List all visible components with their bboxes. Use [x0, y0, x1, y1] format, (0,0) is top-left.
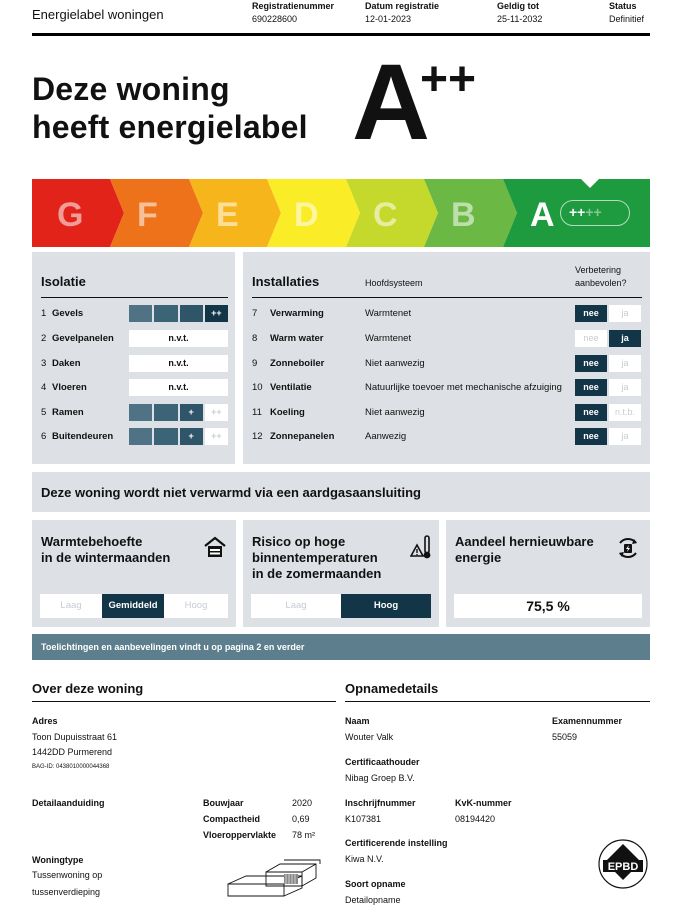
toelichting-banner: Toelichtingen en aanbevelingen vindt u op pagina 2 en verder — [32, 634, 650, 660]
certificerende-instelling-label: Certificerende instelling — [345, 838, 448, 848]
energy-scale — [32, 179, 650, 247]
bouwjaar-label: Bouwjaar — [203, 798, 244, 808]
verbetering-nee: nee — [575, 305, 607, 322]
certificaathouder-value: Nibag Groep B.V. — [345, 773, 415, 783]
geldig-tot-field: Geldig tot 25-11-2032 — [497, 1, 543, 24]
woningtype-line1: Tussenwoning op — [32, 870, 103, 880]
certificaathouder-label: Certificaathouder — [345, 757, 420, 767]
soort-opname-value: Detailopname — [345, 895, 401, 905]
installatie-row: 12 Zonnepanelen Aanwezig — [252, 431, 407, 442]
aplus-indicator: ++++ — [560, 200, 630, 226]
scale-letter-f: F — [137, 196, 158, 234]
verbetering-ja: ja — [609, 428, 641, 445]
woningtype-label: Woningtype — [32, 855, 84, 865]
isolatie-row: 5 Ramen — [41, 407, 84, 418]
examennummer-value: 55059 — [552, 732, 578, 742]
isolatie-row: 4 Vloeren — [41, 382, 87, 393]
isolatie-value-vloeren: n.v.t. — [129, 379, 228, 396]
installatie-row: 9 Zonneboiler Niet aanwezig — [252, 358, 425, 369]
compactheid-value: 0,69 — [292, 814, 310, 824]
verbetering-header: Verbetering aanbevolen? — [575, 265, 627, 288]
energy-label-big: A ++ — [352, 41, 477, 162]
isolatie-row: 3 Daken — [41, 358, 81, 369]
isolatie-divider — [41, 297, 228, 298]
aardgas-notice: Deze woning wordt niet verwarmd via een aardgasaansluiting — [32, 472, 650, 512]
detailaanduiding-label: Detailaanduiding — [32, 798, 105, 808]
verbetering-nee: nee — [575, 404, 607, 421]
verbetering-ja: ja — [609, 379, 641, 396]
verbetering-nee: nee — [575, 428, 607, 445]
verbetering-ja: ja — [609, 355, 641, 372]
scale-letter-a: A — [530, 196, 555, 234]
risico-hoog: Hoog — [341, 594, 431, 618]
opname-title: Opnamedetails — [345, 681, 439, 696]
house-heat-icon — [203, 536, 227, 558]
scale-letter-b: B — [451, 196, 476, 234]
soort-opname-label: Soort opname — [345, 879, 406, 889]
hoofdsysteem-header: Hoofdsysteem — [365, 278, 423, 288]
adres-line2: 1442DD Purmerend — [32, 747, 113, 757]
warmte-gemiddeld: Gemiddeld — [102, 594, 164, 618]
verbetering-ja: ja — [609, 305, 641, 322]
naam-value: Wouter Valk — [345, 732, 394, 742]
installaties-title: Installaties — [252, 274, 320, 289]
hero-text: Deze woning heeft energielabel — [32, 71, 308, 145]
verbetering-nee: nee — [575, 355, 607, 372]
scale-letter-g: G — [57, 196, 84, 234]
risico-scale — [251, 594, 431, 618]
over-title: Over deze woning — [32, 681, 144, 696]
svg-text:EPBD: EPBD — [607, 861, 639, 873]
thermometer-warning-icon — [410, 534, 432, 560]
status-field: Status Definitief — [609, 1, 645, 24]
vloeroppervlakte-label: Vloeroppervlakte — [203, 830, 277, 840]
vloeroppervlakte-value: 78 m² — [292, 830, 316, 840]
verbetering-ja: ja — [609, 330, 641, 347]
inschrijfnummer-value: K107381 — [345, 814, 382, 824]
verbetering-ntb: n.t.b. — [609, 404, 641, 421]
woningtype-line2: tussenverdieping — [32, 887, 101, 897]
datum-registratie-field: Datum registratie 12-01-2023 — [365, 1, 440, 24]
registratienummer-field: Registratienummer 690228600 — [252, 1, 335, 24]
kvk-value: 08194420 — [455, 814, 496, 824]
woningtype-diagram-icon — [226, 856, 332, 898]
adres-line1: Toon Dupuisstraat 61 — [32, 732, 118, 742]
certificerende-instelling-value: Kiwa N.V. — [345, 854, 384, 864]
installatie-row: 8 Warm water Warmtenet — [252, 333, 412, 344]
adres-label: Adres — [32, 716, 58, 726]
document-title: Energielabel woningen — [32, 7, 164, 22]
scale-pointer-icon — [581, 179, 599, 188]
scale-letter-d: D — [294, 196, 319, 234]
risico-laag: Laag — [251, 594, 341, 618]
over-divider — [32, 701, 336, 702]
scale-letter-e: E — [216, 196, 239, 234]
warmte-hoog: Hoog — [164, 594, 228, 618]
kvk-label: KvK-nummer — [455, 798, 512, 808]
isolatie-bar-gevels: ++ — [129, 305, 228, 322]
isolatie-title: Isolatie — [41, 274, 86, 289]
installatie-row: 7 Verwarming Warmtenet — [252, 308, 412, 319]
examennummer-label: Examennummer — [552, 716, 623, 726]
renewable-energy-icon — [615, 535, 641, 561]
hernieuwbaar-value: 75,5 % — [454, 594, 642, 618]
warmtebehoefte-title: Warmtebehoefte in de wintermaanden — [41, 534, 171, 565]
epbd-logo-icon — [597, 838, 649, 890]
isolatie-row: 6 Buitendeuren — [41, 431, 114, 442]
bag-id: BAG-ID: 0438010000044368 — [32, 764, 110, 770]
inschrijfnummer-label: Inschrijfnummer — [345, 798, 416, 808]
installatie-row: 10 Ventilatie Natuurlijke toevoer met mechanische afzuiging — [252, 382, 562, 393]
isolatie-row: 1 Gevels — [41, 308, 84, 319]
verbetering-nee: nee — [575, 379, 607, 396]
compactheid-label: Compactheid — [203, 814, 261, 824]
warmte-laag: Laag — [40, 594, 102, 618]
bouwjaar-value: 2020 — [292, 798, 313, 808]
header-bar — [32, 0, 650, 36]
scale-letter-c: C — [373, 196, 398, 234]
risico-title: Risico op hoge binnentemperaturen in de zomermaanden — [252, 534, 382, 581]
isolatie-bar-ramen: + ++ — [129, 404, 228, 421]
isolatie-value-gevelpanelen: n.v.t. — [129, 330, 228, 347]
warmtebehoefte-scale — [40, 594, 228, 618]
naam-label: Naam — [345, 716, 370, 726]
opname-divider — [345, 701, 650, 702]
verbetering-nee: nee — [575, 330, 607, 347]
isolatie-row: 2 Gevelpanelen — [41, 333, 114, 344]
installaties-divider — [252, 297, 642, 298]
isolatie-value-daken: n.v.t. — [129, 355, 228, 372]
installatie-row: 11 Koeling Niet aanwezig — [252, 407, 425, 418]
hernieuwbaar-title: Aandeel hernieuwbare energie — [455, 534, 594, 565]
isolatie-bar-buitendeuren: + ++ — [129, 428, 228, 445]
